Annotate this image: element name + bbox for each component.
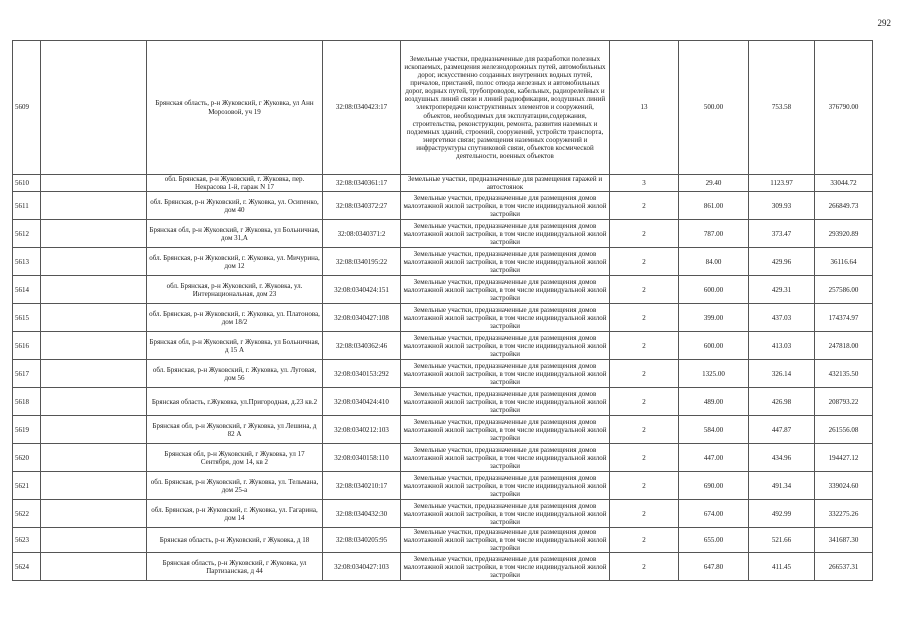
land-use-cell: Земельные участки, предназначенные для размещения домов малоэтажной жилой застройки, в том числе индивидуальной жилой застройки: [401, 416, 610, 444]
blank-cell: [41, 276, 147, 304]
row-number: 5618: [13, 388, 41, 416]
land-use-cell: Земельные участки, предназначенные для размещения домов малоэтажной жилой застройки, в том числе индивидуальной жилой застройки: [401, 388, 610, 416]
table-row: [13, 388, 873, 416]
specific-value-cell: 411.45: [749, 553, 815, 581]
cadastral-value-cell: 194427.12: [815, 444, 873, 472]
area-cell: 584.00: [679, 416, 749, 444]
area-cell: 600.00: [679, 276, 749, 304]
specific-value-cell: 326.14: [749, 360, 815, 388]
cadastral-value-cell: 293920.89: [815, 220, 873, 248]
address-cell: Брянская обл, р-н Жуковский, г Жуковка, ул Больничная, дом 31,А: [147, 220, 323, 248]
specific-value-cell: 429.96: [749, 248, 815, 276]
blank-cell: [41, 553, 147, 581]
specific-value-cell: 426.98: [749, 388, 815, 416]
group-cell: 2: [610, 416, 679, 444]
blank-cell: [41, 444, 147, 472]
land-use-cell: Земельные участки, предназначенные для размещения домов малоэтажной жилой застройки, в том числе индивидуальной жилой застройки: [401, 500, 610, 528]
blank-cell: [41, 248, 147, 276]
cadastral-number-cell: 32:08:0340195:22: [323, 248, 401, 276]
specific-value-cell: 434.96: [749, 444, 815, 472]
group-cell: 13: [610, 41, 679, 175]
table-row: [13, 41, 873, 175]
cadastral-number-cell: 32:08:0340362:46: [323, 332, 401, 360]
cadastral-number-cell: 32:08:0340424:151: [323, 276, 401, 304]
blank-cell: [41, 500, 147, 528]
group-cell: 2: [610, 192, 679, 220]
land-use-cell: Земельные участки, предназначенные для размещения домов малоэтажной жилой застройки, в том числе индивидуальной жилой застройки: [401, 304, 610, 332]
land-use-cell: Земельные участки, предназначенные для размещения домов малоэтажной жилой застройки, в том числе индивидуальной жилой застройки: [401, 528, 610, 553]
table-row: [13, 332, 873, 360]
row-number: 5619: [13, 416, 41, 444]
row-number: 5615: [13, 304, 41, 332]
address-cell: Брянская обл, р-н Жуковский, г Жуковка, ул 17 Сентября, дом 14, кв 2: [147, 444, 323, 472]
land-use-cell: Земельные участки, предназначенные для разработки полезных ископаемых, размещения железнодорожных путей, автомобильных дорог, искусственно созданных внутренних водных путей, причалов, пристаней, полос отвода железных и автомобильных дорог, водных путей, трубопроводов, кабельных, радиорелейных и воздушных линий связи и линий радиофикации, воздушных линий электропередачи конструктивных элементов и сооружений, объектов, необходимых для эксплуатации,содержания, строительства, реконструкции, ремонта, развития наземных и подземных зданий, строений, сооружений, устройств транспорта, энергетики связи; размещения наземных сооружений и инфраструктуры спутниковой связи, объектов космической деятельности, военных объектов: [401, 41, 610, 175]
cadastral-number-cell: 32:08:0340361:17: [323, 175, 401, 192]
row-number: 5612: [13, 220, 41, 248]
row-number: 5622: [13, 500, 41, 528]
row-number: 5616: [13, 332, 41, 360]
table-row: [13, 553, 873, 581]
cadastral-value-cell: 332275.26: [815, 500, 873, 528]
table-row: [13, 276, 873, 304]
cadastral-number-cell: 32:08:0340424:410: [323, 388, 401, 416]
group-cell: 2: [610, 444, 679, 472]
area-cell: 674.00: [679, 500, 749, 528]
area-cell: 399.00: [679, 304, 749, 332]
cadastral-value-cell: 376790.00: [815, 41, 873, 175]
area-cell: 500.00: [679, 41, 749, 175]
cadastral-value-cell: 339024.60: [815, 472, 873, 500]
area-cell: 1325.00: [679, 360, 749, 388]
area-cell: 655.00: [679, 528, 749, 553]
address-cell: обл. Брянская, р-н Жуковский, г. Жуковка, ул. Осипенко, дом 40: [147, 192, 323, 220]
specific-value-cell: 437.03: [749, 304, 815, 332]
area-cell: 84.00: [679, 248, 749, 276]
land-use-cell: Земельные участки, предназначенные для размещения домов малоэтажной жилой застройки, в том числе индивидуальной жилой застройки: [401, 192, 610, 220]
row-number: 5611: [13, 192, 41, 220]
land-use-cell: Земельные участки, предназначенные для размещения домов малоэтажной жилой застройки, в том числе индивидуальной жилой застройки: [401, 360, 610, 388]
row-number: 5620: [13, 444, 41, 472]
land-use-cell: Земельные участки, предназначенные для размещения домов малоэтажной жилой застройки, в том числе индивидуальной жилой застройки: [401, 553, 610, 581]
cadastral-value-cell: 174374.97: [815, 304, 873, 332]
row-number: 5621: [13, 472, 41, 500]
table-row: [13, 472, 873, 500]
table-row: [13, 175, 873, 192]
group-cell: 2: [610, 304, 679, 332]
specific-value-cell: 373.47: [749, 220, 815, 248]
blank-cell: [41, 175, 147, 192]
specific-value-cell: 429.31: [749, 276, 815, 304]
table-row: [13, 304, 873, 332]
row-number: 5614: [13, 276, 41, 304]
blank-cell: [41, 360, 147, 388]
blank-cell: [41, 304, 147, 332]
address-cell: Брянская область, г.Жуковка, ул.Пригородная, д.23 кв.2: [147, 388, 323, 416]
group-cell: 2: [610, 472, 679, 500]
table-row: [13, 444, 873, 472]
land-use-cell: Земельные участки, предназначенные для размещения домов малоэтажной жилой застройки, в том числе индивидуальной жилой застройки: [401, 248, 610, 276]
cadastral-number-cell: 32:08:0340372:27: [323, 192, 401, 220]
cadastral-value-cell: 208793.22: [815, 388, 873, 416]
address-cell: Брянская область, р-н Жуковский, г Жуковка, ул Анн Морозовой, уч 19: [147, 41, 323, 175]
blank-cell: [41, 220, 147, 248]
specific-value-cell: 447.87: [749, 416, 815, 444]
cadastral-number-cell: 32:08:0340158:110: [323, 444, 401, 472]
group-cell: 2: [610, 220, 679, 248]
cadastral-value-cell: 33044.72: [815, 175, 873, 192]
table-row: [13, 528, 873, 553]
land-use-cell: Земельные участки, предназначенные для размещения домов малоэтажной жилой застройки, в том числе индивидуальной жилой застройки: [401, 332, 610, 360]
area-cell: 489.00: [679, 388, 749, 416]
group-cell: 2: [610, 500, 679, 528]
address-cell: Брянская область, р-н Жуковский, г Жуковка, ул Партизанская, д 44: [147, 553, 323, 581]
area-cell: 447.00: [679, 444, 749, 472]
specific-value-cell: 309.93: [749, 192, 815, 220]
area-cell: 787.00: [679, 220, 749, 248]
address-cell: обл. Брянская, р-н Жуковский, г. Жуковка, ул. Мичурина, дом 12: [147, 248, 323, 276]
specific-value-cell: 1123.97: [749, 175, 815, 192]
address-cell: Брянская область, р-н Жуковский, г Жуковка, д 18: [147, 528, 323, 553]
group-cell: 3: [610, 175, 679, 192]
blank-cell: [41, 388, 147, 416]
area-cell: 29.40: [679, 175, 749, 192]
table-row: [13, 500, 873, 528]
blank-cell: [41, 472, 147, 500]
cadastral-number-cell: 32:08:0340153:292: [323, 360, 401, 388]
specific-value-cell: 521.66: [749, 528, 815, 553]
cadastral-value-cell: 266849.73: [815, 192, 873, 220]
cadastral-number-cell: 32:08:0340210:17: [323, 472, 401, 500]
address-cell: обл. Брянская, р-н Жуковский, г. Жуковка, пер. Некрасова 1-й, гараж N 17: [147, 175, 323, 192]
group-cell: 2: [610, 360, 679, 388]
row-number: 5609: [13, 41, 41, 175]
area-cell: 861.00: [679, 192, 749, 220]
cadastral-number-cell: 32:08:0340212:103: [323, 416, 401, 444]
cadastral-value-cell: 266537.31: [815, 553, 873, 581]
address-cell: Брянская обл, р-н Жуковский, г Жуковка, ул Лешина, д 82 А: [147, 416, 323, 444]
blank-cell: [41, 332, 147, 360]
table-row: [13, 416, 873, 444]
cadastral-number-cell: 32:08:0340427:103: [323, 553, 401, 581]
table-row: [13, 220, 873, 248]
blank-cell: [41, 528, 147, 553]
blank-cell: [41, 41, 147, 175]
land-use-cell: Земельные участки, предназначенные для размещения домов малоэтажной жилой застройки, в том числе индивидуальной жилой застройки: [401, 444, 610, 472]
address-cell: обл. Брянская, р-н Жуковский, г. Жуковка, ул. Луговая, дом 56: [147, 360, 323, 388]
cadastral-number-cell: 32:08:0340205:95: [323, 528, 401, 553]
specific-value-cell: 492.99: [749, 500, 815, 528]
cadastral-value-cell: 432135.50: [815, 360, 873, 388]
table-row: [13, 248, 873, 276]
land-registry-table: [12, 40, 873, 581]
address-cell: Брянская обл, р-н Жуковский, г Жуковка, ул Больничная, д 15 А: [147, 332, 323, 360]
row-number: 5624: [13, 553, 41, 581]
specific-value-cell: 753.58: [749, 41, 815, 175]
specific-value-cell: 413.03: [749, 332, 815, 360]
cadastral-value-cell: 257586.00: [815, 276, 873, 304]
specific-value-cell: 491.34: [749, 472, 815, 500]
row-number: 5610: [13, 175, 41, 192]
cadastral-value-cell: 341687.30: [815, 528, 873, 553]
land-use-cell: Земельные участки, предназначенные для размещения домов малоэтажной жилой застройки, в том числе индивидуальной жилой застройки: [401, 276, 610, 304]
table-row: [13, 360, 873, 388]
land-use-cell: Земельные участки, предназначенные для размещения домов малоэтажной жилой застройки, в том числе индивидуальной жилой застройки: [401, 472, 610, 500]
address-cell: обл. Брянская, р-н Жуковский, г. Жуковка, ул. Гагарина, дом 14: [147, 500, 323, 528]
cadastral-number-cell: 32:08:0340432:30: [323, 500, 401, 528]
address-cell: обл. Брянская, р-н Жуковский, г. Жуковка, ул. Интернациональная, дом 23: [147, 276, 323, 304]
cadastral-value-cell: 261556.08: [815, 416, 873, 444]
table-row: [13, 192, 873, 220]
table-body: [13, 41, 873, 581]
row-number: 5613: [13, 248, 41, 276]
cadastral-number-cell: 32:08:0340371:2: [323, 220, 401, 248]
area-cell: 690.00: [679, 472, 749, 500]
area-cell: 647.80: [679, 553, 749, 581]
address-cell: обл. Брянская, р-н Жуковский, г. Жуковка, ул. Тельмана, дом 25-а: [147, 472, 323, 500]
group-cell: 2: [610, 528, 679, 553]
land-use-cell: Земельные участки, предназначенные для размещения домов малоэтажной жилой застройки, в том числе индивидуальной жилой застройки: [401, 220, 610, 248]
cadastral-number-cell: 32:08:0340423:17: [323, 41, 401, 175]
group-cell: 2: [610, 248, 679, 276]
group-cell: 2: [610, 332, 679, 360]
row-number: 5617: [13, 360, 41, 388]
group-cell: 2: [610, 388, 679, 416]
page-number: 292: [877, 18, 891, 28]
group-cell: 2: [610, 276, 679, 304]
blank-cell: [41, 416, 147, 444]
row-number: 5623: [13, 528, 41, 553]
group-cell: 2: [610, 553, 679, 581]
area-cell: 600.00: [679, 332, 749, 360]
blank-cell: [41, 192, 147, 220]
cadastral-number-cell: 32:08:0340427:108: [323, 304, 401, 332]
address-cell: обл. Брянская, р-н Жуковский, г. Жуковка, ул. Платонова, дом 18/2: [147, 304, 323, 332]
cadastral-value-cell: 36116.64: [815, 248, 873, 276]
cadastral-value-cell: 247818.00: [815, 332, 873, 360]
land-use-cell: Земельные участки, предназначенные для размещения гаражей и автостоянок: [401, 175, 610, 192]
